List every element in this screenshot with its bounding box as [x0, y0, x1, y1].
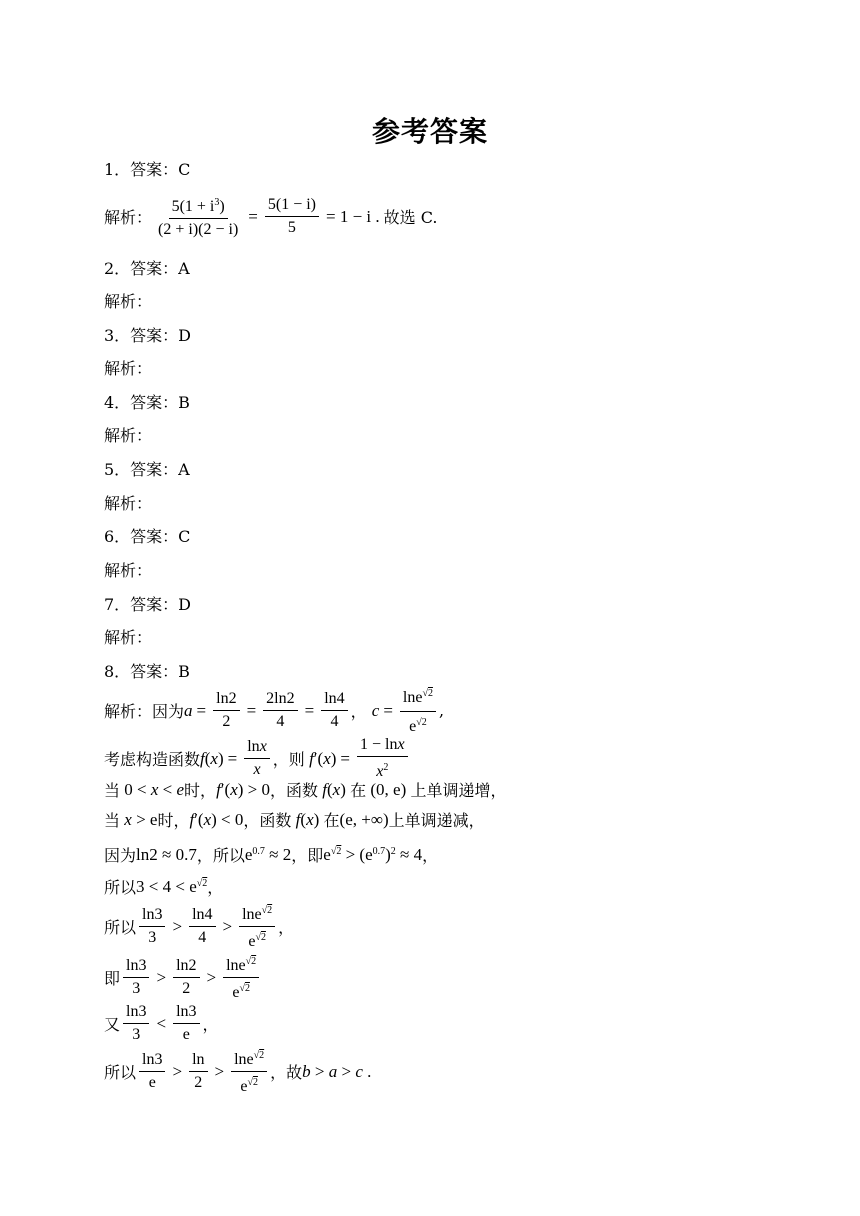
- analysis-1: 解析： $\frac{5(1 + i^3)}{(2 + i)(2 - i)}$ = $\frac{5(1 - i)}{5}$ = 1 − i . 故选 C.: [104, 196, 438, 238]
- fraction: $\frac{5(1 - i)}{5}$: [265, 196, 319, 237]
- answer-7: 7．答案：D: [104, 595, 192, 614]
- answer-8: 8．答案：B: [104, 662, 190, 681]
- page-title: 参考答案: [371, 115, 488, 148]
- analysis-6: 解析：: [104, 561, 153, 580]
- analysis-2: 解析：: [104, 292, 153, 311]
- analysis-7: 解析：: [104, 628, 153, 647]
- analysis-8-line-7: 所以 $\frac{\ln 3}{3}$ > $\frac{\ln 4}{4}$ > $\frac{\ln e^{√2}}{e^{√2}}$ ，: [104, 902, 294, 951]
- answer-2: 2．答案：A: [104, 259, 190, 278]
- answer-5: 5．答案：A: [104, 460, 190, 479]
- q1-conclusion: 故选 C.: [383, 208, 438, 227]
- analysis-8-line-2: 考虑构造函数 f(x) = $\frac{\ln x}{x}$ ，则 f′(x) = $\frac{1 - \ln x}{x^2}$: [104, 736, 411, 781]
- analysis-8-line-9: 又 $\frac{\ln 3}{3}$ < $\frac{\ln 3}{e}$ ，: [104, 1003, 219, 1043]
- analysis-8-line-3: 当 0 < x < e 时， f′(x) > 0 ，函数 f(x) 在 (0, e) 上单调递增，: [104, 779, 507, 800]
- answer-3: 3．答案：D: [104, 326, 192, 345]
- analysis-8-line-10: 所以 $\frac{\ln 3}{e}$ > $\frac{\ln}{2}$ > $\frac{\ln e^{√2}}{e^{√2}}$ ，故 b > a > c .: [104, 1047, 371, 1096]
- analysis-3: 解析：: [104, 359, 153, 378]
- analysis-4: 解析：: [104, 426, 153, 445]
- fraction: $\frac{5(1 + i^3)}{(2 + i)(2 - i)}$: [155, 194, 241, 239]
- analysis-8-line-1: 解析： 因为 a = $\frac{\ln 2}{2}$ = $\frac{2\ln 2}{4}$ = $\frac{\ln 4}{4}$ ， c = $\frac{\ln e^{√2}}{e^{√2}}$ ,: [104, 685, 444, 736]
- analysis-5: 解析：: [104, 494, 153, 513]
- answer-4: 4．答案：B: [104, 393, 190, 412]
- analysis-8-line-5: 因为 ln2 ≈ 0.7 ， 所以 $e^{0.7} \approx 2$ ， 即 $e^{√2} > (e^{0.7})^2 \approx 4$ ，: [104, 844, 439, 865]
- answer-6: 6．答案：C: [104, 527, 191, 546]
- analysis-8-line-6: 所以 $3 < 4 < e^{√2}$ ，: [104, 876, 224, 897]
- analysis-8-line-8: 即 $\frac{\ln 3}{3}$ > $\frac{\ln 2}{2}$ > $\frac{\ln e^{√2}}{e^{√2}}$: [104, 953, 262, 1002]
- analysis-8-line-4: 当 x > e 时， f′(x) < 0 ，函数 f(x) 在 (e, +∞) 上单调递减，: [104, 809, 485, 830]
- answer-1: 1．答案：C: [104, 160, 191, 179]
- analysis-label: 解析：: [104, 208, 153, 227]
